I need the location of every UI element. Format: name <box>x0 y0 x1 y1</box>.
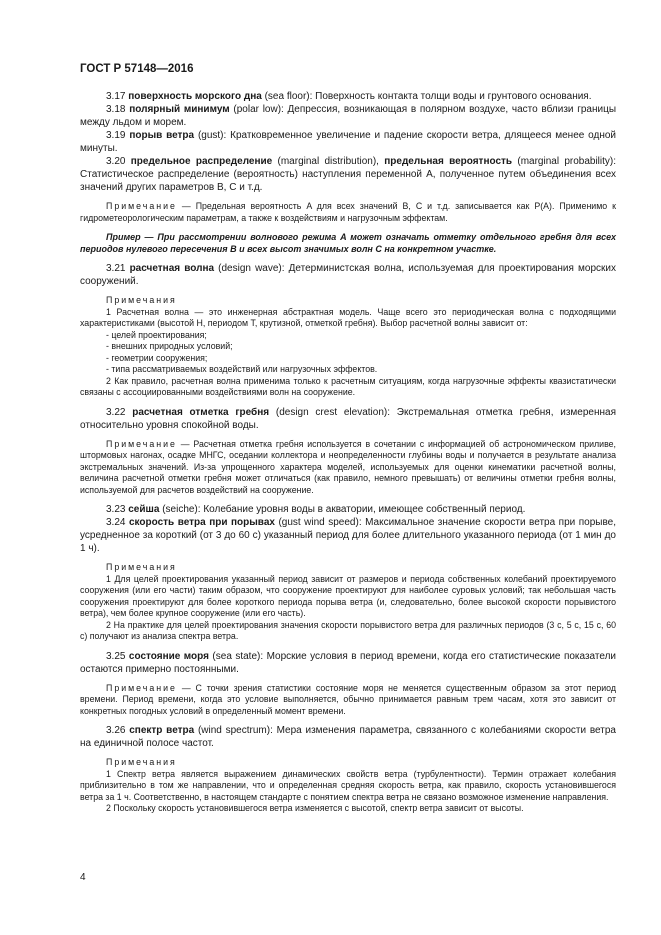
notes-label-3-26: Примечания <box>106 757 177 767</box>
definition-3-19: 3.19 порыв ветра (gust): Кратковременное увеличение и падение скорости ветра, длящееся менее одной минуты. <box>80 130 617 154</box>
example-3-20: Пример — При рассмотрении волнового режима A может означать отметку отдельного гребня для всех периодов нулевого пересечения B и всех высот значимых волн C на конкретном участке. <box>80 232 616 254</box>
term: сейша <box>128 504 160 515</box>
note-3-20: Примечание — Предельная вероятность A для всех значений B, C и т.д. записывается как P(A). Применимо к гидрометеорологическим параметрам, а также к воздействиям и нагрузочным эффектам. <box>80 201 616 223</box>
definition-3-21: 3.21 расчетная волна (design wave): Детерминистская волна, используемая для проектирования морских сооружений. <box>80 263 616 287</box>
definition-3-23: 3.23 сейша (seiche): Колебание уровня воды в акватории, имеющее собственный период. <box>106 504 526 515</box>
term: спектр ветра <box>129 725 195 736</box>
term: порыв ветра <box>129 130 195 141</box>
list-item: - геометрии сооружения; <box>106 352 208 363</box>
term: расчетная отметка гребня <box>132 406 270 418</box>
note-3-24-2: 2 На практике для целей проектирования значения скорости порывистого ветра для различных периодов (3 с, 5 с, 15 с, 60 с) получают из анализа спектра ветра. <box>80 619 616 641</box>
definition-3-25: 3.25 состояние моря (sea state): Морские условия в период времени, когда его статистические показатели остаются примерно постоянными. <box>80 650 617 675</box>
term: состояние моря <box>128 650 209 662</box>
note-3-21-2: 2 Как правило, расчетная волна применима только к расчетным ситуациям, когда нагрузочные эффекты квазистатически связаны с ассоциированными воздействиями волн на сооружение. <box>80 375 616 397</box>
document-body <box>80 90 616 815</box>
note-3-26-2: 2 Поскольку скорость установившегося ветра изменяется с высотой, спектр ветра зависит от высоты. <box>106 803 524 813</box>
term: предельная вероятность <box>384 156 513 167</box>
term: полярный минимум <box>129 104 230 115</box>
term: поверхность морского дна <box>128 91 262 102</box>
list-item: - внешних природных условий; <box>106 341 233 351</box>
notes-label-3-24: Примечания <box>106 562 177 572</box>
term: скорость ветра при порывах <box>128 517 275 528</box>
note-3-21-1: 1 Расчетная волна — это инженерная абстрактная модель. Чаще всего это периодическая волна с подходящими характеристиками (высотой H, периодом T, крутизной, отметкой гребня). Выбор расчетной волны зависит от: <box>80 306 616 328</box>
note-3-24-1: 1 Для целей проектирования указанный период зависит от размеров и периода собственных колебаний проектируемого сооружения (или его части) таким образом, что сооружение проектируют для наиболее суровых условий; так небольшая часть сооружения проектируют для более короткого периода порыва ветра (и, следовательно, более высокой скорости порывистого ветра), чем более крупное сооружение (или его часть). <box>80 573 616 618</box>
page-number: 4 <box>80 872 86 883</box>
definition-3-18: 3.18 полярный минимум (polar low): Депрессия, возникающая в полярном воздухе, часто вблизи границы между льдом и морем. <box>80 104 617 128</box>
list-item: - целей проектирования; <box>106 329 207 340</box>
note-3-26-1: 1 Спектр ветра является выражением динамических свойств ветра (турбулентности). Термин отражает колебания приблизительно в том же направлении, что и определенная средняя скорость ветра, как правило, скорость установившегося ветра за 1 ч. Соответственно, в настоящем стандарте с понятием спектра ветра не связано возможное изменение направления. <box>80 768 616 802</box>
note-3-22: Примечание — Расчетная отметка гребня используется в сочетании с информацией об астрономическом приливе, штормовых нагонах, осадке МНГС, оседании коллектора и неопределенности глубины воды и получается в результате анализа экстремальных значений. Из-за упрощенного характера моделей, используемых для оценки кинематики расчетной волны, величина расчетной отметки гребня может отличаться (как правило, немного превышать) от величины отметки гребня волны, используемой для расчетов воздействий на сооружение. <box>80 438 616 495</box>
list-item: - типа рассматриваемых воздействий или нагрузочных эффектов. <box>106 364 378 374</box>
note-label: Примечание <box>106 201 177 211</box>
note-3-25: Примечание — С точки зрения статистики состояние моря не меняется существенным образом за этот период времени. Период времени, когда это условие выполняется, обычно принимается равным трем часам, хотя это зависит от конкретных погодных условий в определенный момент времени. <box>80 682 616 716</box>
term: расчетная волна <box>129 263 215 274</box>
definition-3-26: 3.26 спектр ветра (wind spectrum): Мера изменения параметра, связанного с колебаниями скорости ветра на единичной полосе частот. <box>80 725 616 749</box>
note-label: Примечание <box>106 682 177 693</box>
definition-3-20: 3.20 предельное распределение (marginal distribution), предельная вероятность (marginal probability): Статистическое распределение (вероятность) наступления переменной A, полученное путем объединения всех значений других параметров B, C и т.д. <box>80 156 617 193</box>
document-header: ГОСТ Р 57148—2016 <box>80 63 194 75</box>
definition-3-24: 3.24 скорость ветра при порывах (gust wind speed): Максимальное значение скорости ветра при порыве, усредненное за короткий (от 3 до 60 с) указанный период для более длительного указанного периода (от 1 мин до 1 ч). <box>80 517 616 554</box>
term: предельное распределение <box>130 156 273 167</box>
notes-label-3-21: Примечания <box>106 295 177 305</box>
definition-3-22: 3.22 расчетная отметка гребня (design crest elevation): Экстремальная отметка гребня, измеренная относительно уровня спокойной воды. <box>80 406 617 431</box>
definition-3-17: 3.17 поверхность морского дна (sea floor): Поверхность контакта толщи воды и грунтового основания. <box>106 91 592 102</box>
note-label: Примечание <box>106 438 177 449</box>
